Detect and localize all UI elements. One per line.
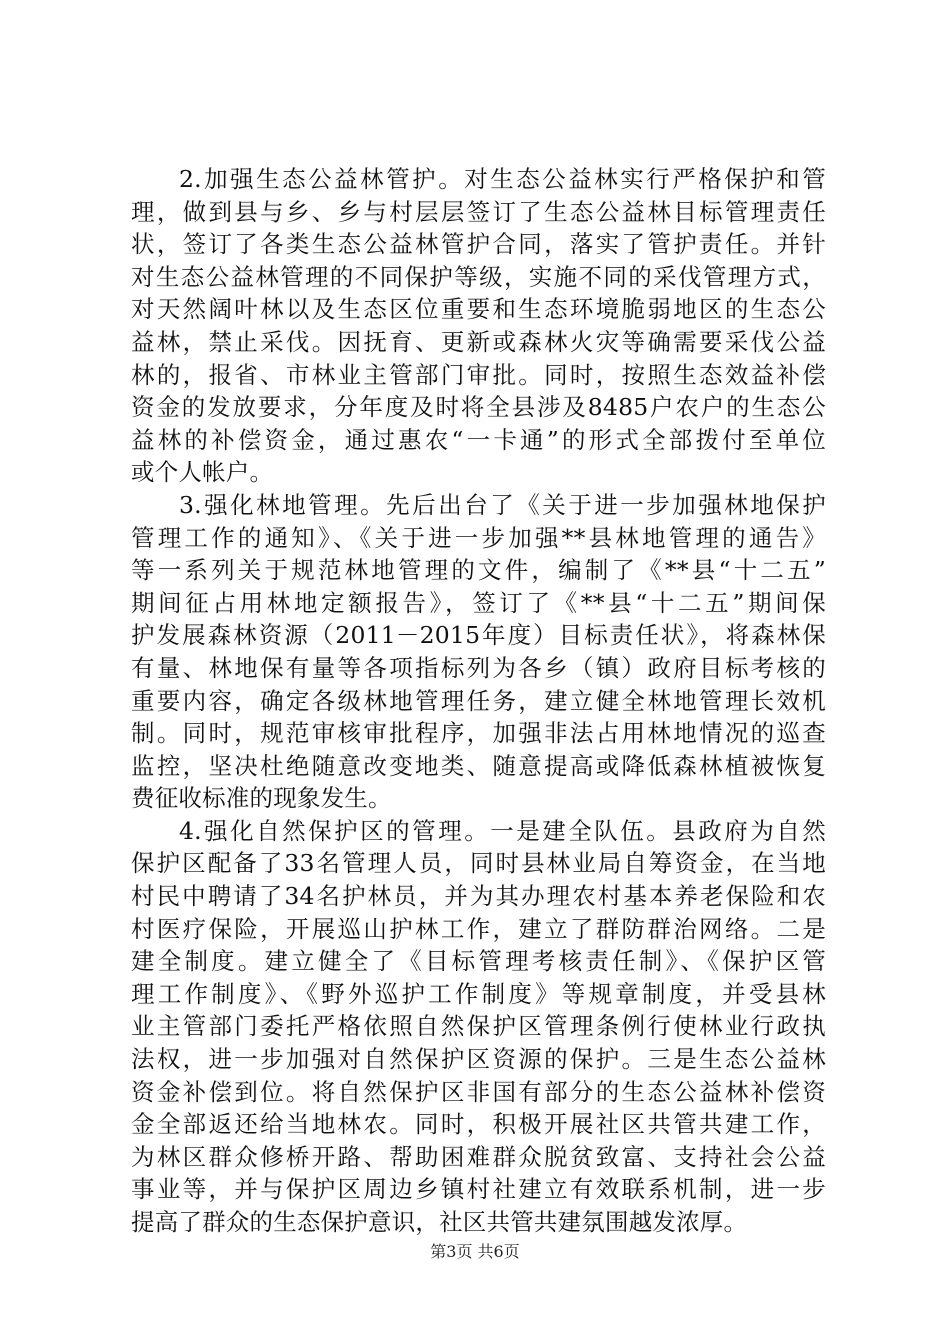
text-line: 资金的发放要求，分年度及时将全县涉及8485户农户的生态公 <box>131 393 826 422</box>
text-line: 金全部返还给当地林农。同时，积极开展社区共管共建工作， <box>131 1110 826 1139</box>
text-line: 村民中聘请了34名护林员，并为其办理农村基本养老保险和农 <box>131 882 826 911</box>
text-line: 3.强化林地管理。先后出台了《关于进一步加强林地保护 <box>179 490 826 519</box>
text-line: 状，签订了各类生态公益林管护合同，落实了管护责任。并针 <box>131 230 826 259</box>
text-line: 护发展森林资源（2011－2015年度）目标责任状》，将森林保 <box>131 621 826 650</box>
page-number-footer: 第3页 共6页 <box>430 1242 520 1261</box>
paragraph-3-forest-land <box>131 489 826 815</box>
text-line: 建全制度。建立健全了《目标管理考核责任制》、《保护区管 <box>131 947 826 976</box>
text-line: 对天然阔叶林以及生态区位重要和生态环境脆弱地区的生态公 <box>131 295 826 324</box>
document-body <box>131 163 826 1239</box>
text-line: 或个人帐户。 <box>131 458 274 487</box>
text-line: 法权，进一步加强对自然保护区资源的保护。三是生态公益林 <box>131 1045 826 1074</box>
text-line: 益林，禁止采伐。因抚育、更新或森林火灾等确需要采伐公益 <box>131 327 826 356</box>
text-line: 林的，报省、市林业主管部门审批。同时，按照生态效益补偿 <box>131 360 826 389</box>
text-line: 益林的补偿资金，通过惠农“一卡通”的形式全部拨付至单位 <box>131 425 826 454</box>
text-line: 重要内容，确定各级林地管理任务，建立健全林地管理长效机 <box>131 686 826 715</box>
text-line: 4.强化自然保护区的管理。一是建全队伍。县政府为自然 <box>179 816 826 845</box>
text-line: 理，做到县与乡、乡与村层层签订了生态公益林目标管理责任 <box>131 197 826 226</box>
text-line: 2.加强生态公益林管护。对生态公益林实行严格保护和管 <box>179 165 826 193</box>
text-line: 对生态公益林管理的不同保护等级，实施不同的采伐管理方式， <box>131 262 826 291</box>
text-line: 提高了群众的生态保护意识，社区共管共建氛围越发浓厚。 <box>131 1208 748 1236</box>
text-line: 监控，坚决杜绝随意改变地类、随意提高或降低森林植被恢复 <box>131 751 826 780</box>
text-line: 制。同时，规范审核审批程序，加强非法占用林地情况的巡查 <box>131 719 826 748</box>
text-line: 有量、林地保有量等各项指标列为各乡（镇）政府目标考核的 <box>131 653 826 682</box>
text-line: 保护区配备了33名管理人员，同时县林业局自筹资金，在当地 <box>131 849 826 878</box>
text-line: 管理工作的通知》、《关于进一步加强**县林地管理的通告》 <box>131 523 826 552</box>
text-line: 资金补偿到位。将自然保护区非国有部分的生态公益林补偿资 <box>131 1077 826 1106</box>
text-line: 等一系列关于规范林地管理的文件，编制了《**县“十二五” <box>131 556 826 585</box>
text-line: 业主管部门委托严格依照自然保护区管理条例行使林业行政执 <box>131 1012 826 1041</box>
text-line: 事业等，并与保护区周边乡镇村社建立有效联系机制，进一步 <box>131 1175 826 1204</box>
text-line: 费征收标准的现象发生。 <box>131 784 392 813</box>
text-line: 村医疗保险，开展巡山护林工作，建立了群防群治网络。二是 <box>131 914 826 943</box>
text-line: 期间征占用林地定额报告》，签订了《**县“十二五”期间保 <box>131 588 826 617</box>
text-line: 为林区群众修桥开路、帮助困难群众脱贫致富、支持社会公益 <box>131 1142 826 1171</box>
paragraph-2-ecological-forest <box>131 163 826 489</box>
text-line: 理工作制度》、《野外巡护工作制度》等规章制度，并受县林 <box>131 979 826 1008</box>
paragraph-4-nature-reserve <box>131 815 826 1239</box>
